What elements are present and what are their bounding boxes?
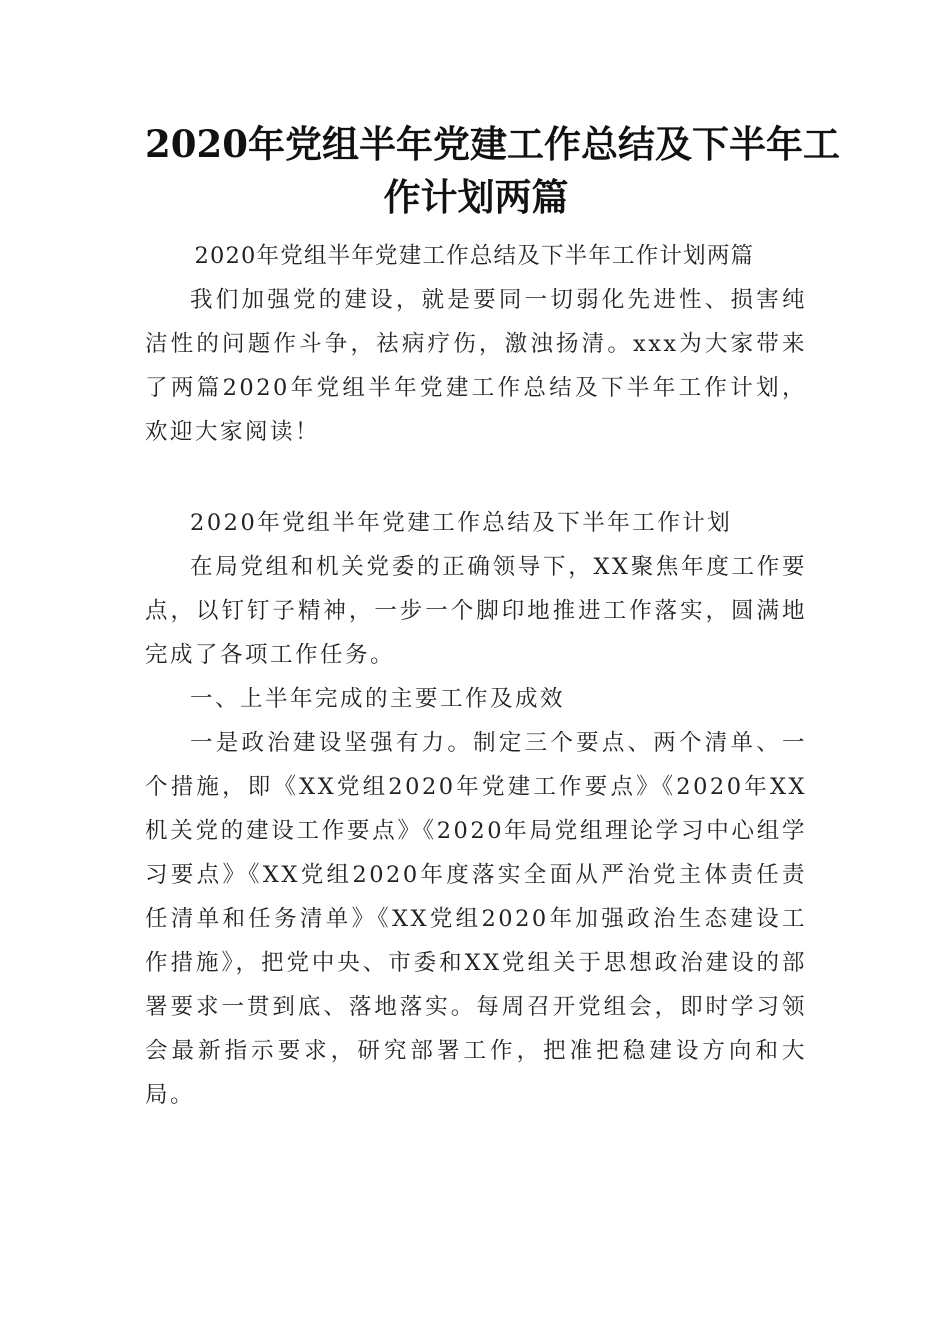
overview-paragraph: 在局党组和机关党委的正确领导下，XX聚焦年度工作要点，以钉钉子精神，一步一个脚印地推进工作落实，圆满地完成了各项工作任务。	[145, 554, 807, 668]
subtitle-paragraph: 2020年党组半年党建工作总结及下半年工作计划两篇	[194, 243, 755, 269]
paragraph-spacer	[145, 454, 807, 501]
document-body	[145, 234, 807, 1117]
title-line-1: 2020年党组半年党建工作总结及下半年工	[145, 122, 840, 166]
heading-paragraph: 一、上半年完成的主要工作及成效	[190, 686, 566, 712]
section-title-paragraph: 2020年党组半年党建工作总结及下半年工作计划	[190, 510, 733, 536]
political-building-paragraph: 一是政治建设坚强有力。制定三个要点、两个清单、一个措施，即《XX党组2020年党建工作要点》《2020年XX机关党的建设工作要点》《2020年局党组理论学习中心组学习要点》《XX党组2020年度落实全面从严治党主体责任责任清单和任务清单》《XX党组2020年加强政治生态建设工作措施》，把党中央、市委和XX党组关于思想政治建设的部署要求一贯到底、落地落实。每周召开党组会，即时学习领会最新指示要求，研究部署工作，把准把稳建设方向和大局。	[145, 730, 807, 1108]
title-line-2: 作计划两篇	[383, 175, 569, 219]
document-page	[145, 118, 840, 1117]
document-title	[145, 118, 840, 224]
intro-paragraph: 我们加强党的建设，就是要同一切弱化先进性、损害纯洁性的问题作斗争，祛病疗伤，激浊扬清。xxx为大家带来了两篇2020年党组半年党建工作总结及下半年工作计划，欢迎大家阅读！	[145, 287, 807, 445]
